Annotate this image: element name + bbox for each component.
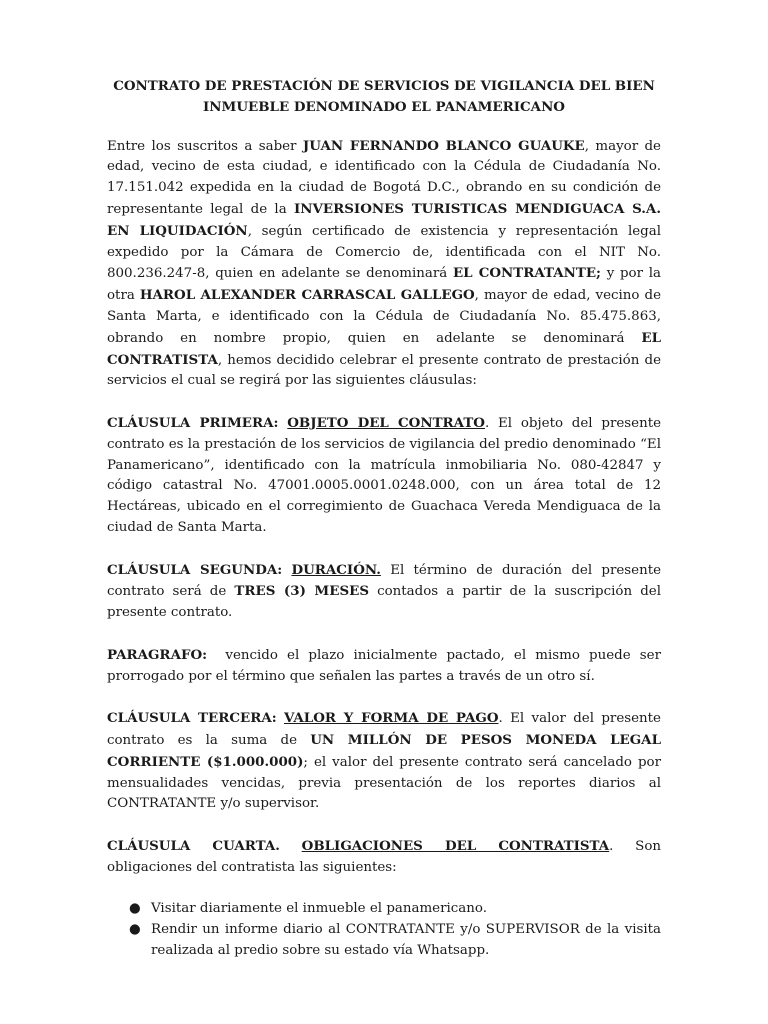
intro-text-4: y por la otra <box>107 266 661 304</box>
clause-segunda-heading: DURACIÓN. <box>291 561 381 578</box>
clause-tercera <box>107 708 661 815</box>
clause-primera-label: CLÁUSULA PRIMERA: <box>107 414 279 431</box>
paragrafo-text: vencido el plazo inicialmente pactado, el mismo puede ser prorrogado por el término que señalen las partes a través de un otro sí. <box>107 647 666 684</box>
clause-cuarta-label: CLÁUSULA CUARTA. <box>107 837 280 854</box>
clause-cuarta-text: . Son obligaciones del contratista las siguientes: <box>107 838 662 875</box>
clause-segunda-label: CLÁUSULA SEGUNDA: <box>107 561 283 578</box>
intro-text-5: , mayor de edad, vecino de Santa Marta, e identificado con la Cédula de Ciudadanía No. 85.475.863, obrando en nombre propio, quien en adelante se denominará <box>107 288 661 346</box>
intro-paragraph <box>107 136 661 393</box>
clause-primera-heading: OBJETO DEL CONTRATO <box>287 414 485 431</box>
clause-tercera-amount: UN MILLÓN DE PESOS MONEDA LEGAL CORRIENTE ($1.000.000) <box>107 731 661 770</box>
company-name: INVERSIONES TURISTICAS MENDIGUACA S.A. EN LIQUIDACIÓN <box>107 200 661 239</box>
clause-tercera-text-2: ; el valor del presente contrato será cancelado por mensualidades vencidas, previa presentación de los reportes diarios al CONTRATANTE y/o supervisor. <box>107 754 661 812</box>
clause-primera <box>107 413 661 539</box>
paragrafo <box>107 645 666 688</box>
clause-segunda-duration: TRES (3) MESES <box>234 583 369 600</box>
el-contratante-label: EL CONTRATANTE; <box>452 265 601 282</box>
clause-cuarta <box>107 836 661 879</box>
obligations-list <box>107 899 661 961</box>
document-title <box>107 76 661 118</box>
clause-segunda-text-1: El término de duración del presente contrato será de <box>107 562 662 600</box>
clause-primera-text: . El objeto del presente contrato es la prestación de los servicios de vigilancia del predio denominado “El Panamericano”, identificado con la matrícula inmobiliaria No. 080-42847 y código catastral No. 47001.0005.0001.0248.000, con un área total de 12 Hectáreas, ubicado en el corregimiento de Guachaca Vereda Mendiguaca de la ciudad de Santa Marta. <box>107 415 661 535</box>
intro-text-1: Entre los suscritos a saber <box>107 138 303 154</box>
intro-text-2: , mayor de edad, vecino de esta ciudad, e identificado con la Cédula de Ciudadanía No. 17.151.042 expedida en la ciudad de Bogotá D.C., obrando en su condición de representante legal de la <box>107 138 661 217</box>
el-contratista-label: EL CONTRATISTA <box>107 329 661 368</box>
clause-tercera-label: CLÁUSULA TERCERA: <box>107 710 277 727</box>
clause-cuarta-heading: OBLIGACIONES DEL CONTRATISTA <box>301 837 610 854</box>
clause-tercera-text-1: . El valor del presente contrato es la suma de <box>107 711 661 748</box>
clause-segunda-text-2: contados a partir de la suscripción del presente contrato. <box>107 584 661 621</box>
clause-segunda <box>107 560 661 624</box>
title-line-1: CONTRATO DE PRESTACIÓN DE SERVICIOS DE VIGILANCIA DEL BIEN <box>113 78 655 94</box>
list-item <box>129 920 661 962</box>
clause-tercera-heading: VALOR Y FORMA DE PAGO <box>284 710 499 727</box>
contratante-name: JUAN FERNANDO BLANCO GUAUKE <box>302 137 585 154</box>
intro-text-6: , hemos decidido celebrar el presente contrato de prestación de servicios el cual se regirá por las siguientes cláusulas: <box>107 352 661 389</box>
list-item-text: Rendir un informe diario al CONTRATANTE y/o SUPERVISOR de la visita realizada al predio sobre su estado vía Whatsapp. <box>151 922 661 958</box>
paragrafo-label: PARAGRAFO: <box>107 646 208 663</box>
list-item-text: Visitar diariamente el inmueble el panamericano. <box>151 901 487 917</box>
title-line-2: INMUEBLE DENOMINADO EL PANAMERICANO <box>203 98 565 115</box>
bullet-icon: ● <box>129 901 141 917</box>
intro-text-3: , según certificado de existencia y representación legal expedido por la Cámara de Comercio de, identificada con el NIT No. 800.236.247-8, quien en adelante se denominará <box>107 223 661 282</box>
list-item <box>129 899 661 920</box>
bullet-icon: ● <box>129 922 141 938</box>
contratista-name: HAROL ALEXANDER CARRASCAL GALLEGO <box>139 287 475 304</box>
